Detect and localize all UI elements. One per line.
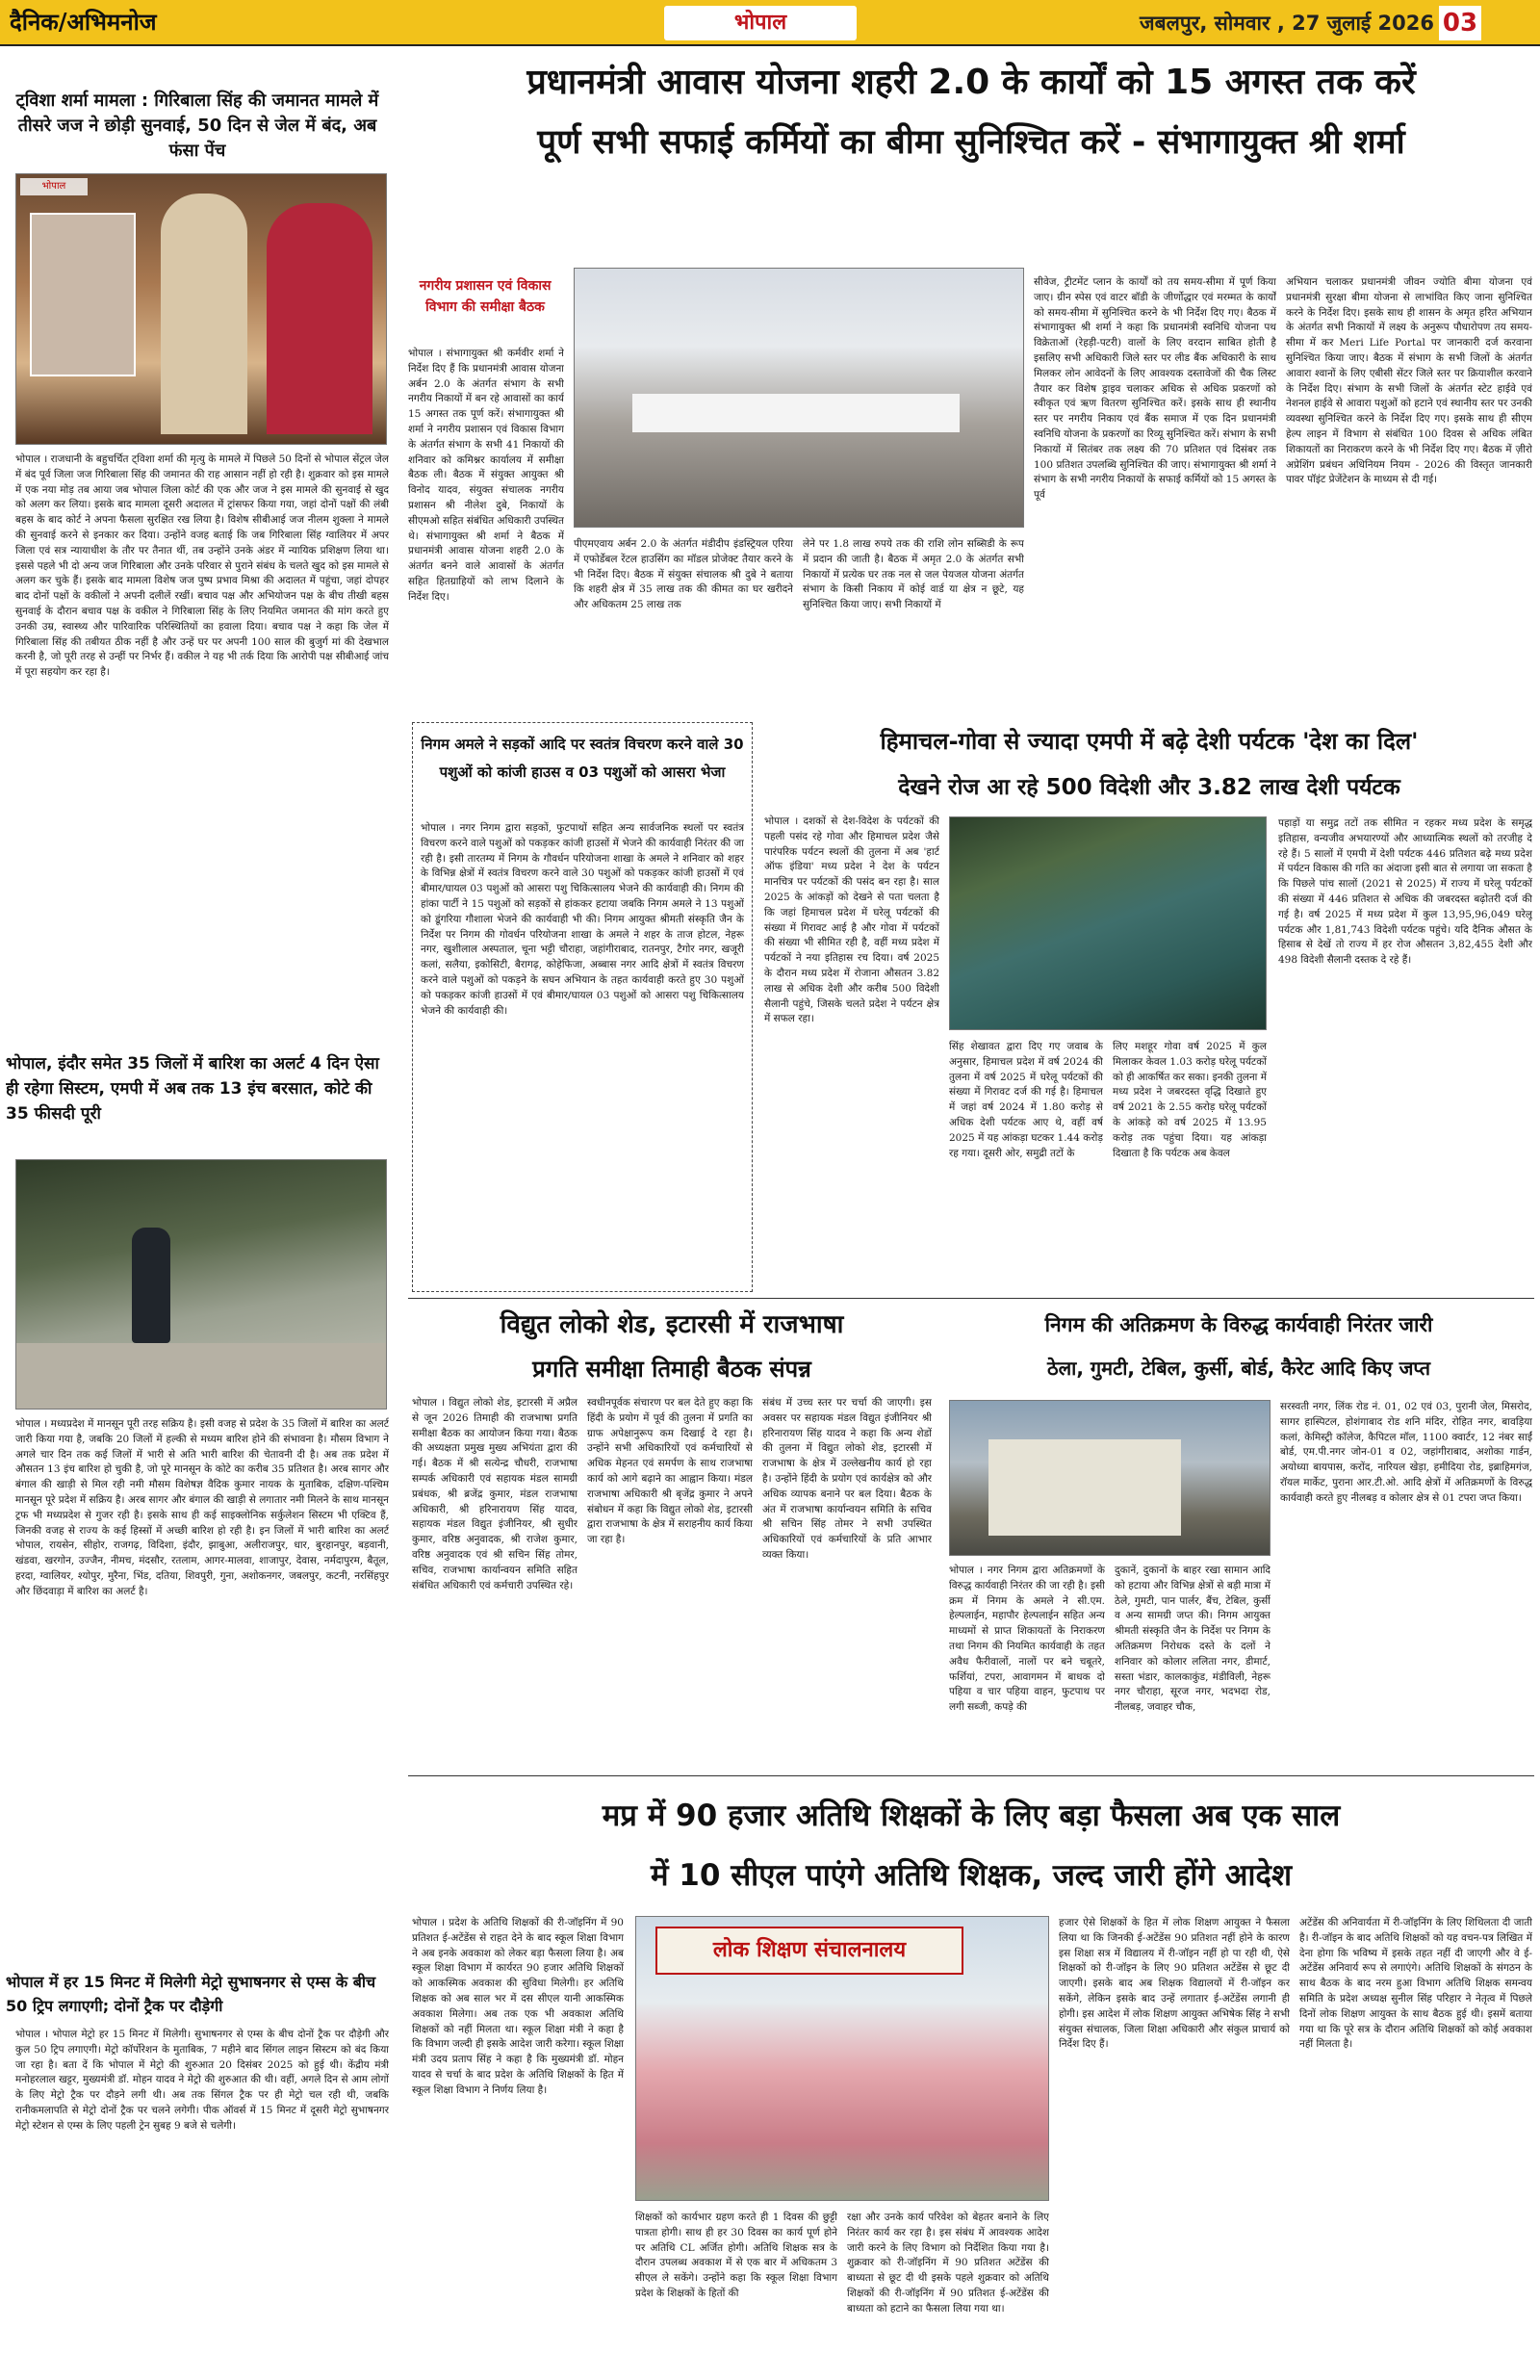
cattle-headline: निगम अमले ने सड़कों आदि पर स्वतंत्र विचरण करने वाले 30 पशुओं को कांजी हाउस व 03 पशुओं को आसरा भेजा — [421, 736, 744, 781]
lead-column-2: पीएमएवाय अर्बन 2.0 के अंतर्गत मंडीदीप इंडस्ट्रियल एरिया में एफोर्डेबल रेंटल हाउसिंग का मॉडल प्रोजेक्ट तैयार करने के भी निर्देश दिए। बैठक में संयुक्त संचालक श्री दुबे ने बताया कि शहरी क्षेत्र में 35 लाख तक की कीमत का घर खरीदने और अधिकतम 25 लाख तक — [574, 538, 793, 611]
left-column — [6, 50, 397, 2374]
loco-column-3: संबंध में उच्च स्तर पर चर्चा की जाएगी। इस अवसर पर सहायक मंडल विद्युत इंजीनियर श्री हरिनारायण सिंह यादव ने कहा कि अन्य शेडों की तुलना में विद्युत लोको शेड, इटारसी में राजभाषा के क्षेत्र में उल्लेखनीय कार्य हो रहा है। उन्होंने हिंदी के प्रयोग एवं कार्यक्षेत्र को और अधिक व्यापक बनाने पर बल दिया। बैठक के अंत में राजभाषा कार्यान्वयन समिति के सचिव श्री सचिन सिंह तोमर ने सभी उपस्थित अधिकारियों एवं कर्मचारियों के प्रति आभार व्यक्त किया। — [762, 1397, 932, 1561]
teachers-column-1: भोपाल । प्रदेश के अतिथि शिक्षकों की री-जॉइनिंग में 90 प्रतिशत ई-अटेंडेंस से राहत देने के बाद स्कूल शिक्षा विभाग ने अब इनके अवकाश को लेकर बड़ा फैसला लिया है। अब स्कूल शिक्षा विभाग में कार्यरत 90 हजार अतिथि शिक्षकों को आकस्मिक अवकाश की सुविधा मिलेगी। हर अतिथि शिक्षक को अब साल भर में दस सीएल यानी आकस्मिक अवकाश मिलेगा। अब तक एक भी अवकाश अतिथि शिक्षकों को नहीं मिलता था। स्कूल शिक्षा मंत्री ने कहा है कि विभाग जल्दी ही इसके आदेश जारी करेगा। स्कूल शिक्षा मंत्री उदय प्रताप सिंह ने कहा है कि मुख्यमंत्री डॉ. मोहन यादव से चर्चा के बाद प्रदेश के अतिथि शिक्षकों के हित में स्कूल शिक्षा विभाग ने निर्णय लिया है। — [412, 1917, 624, 2096]
loco-column-2: स्वधीनपूर्वक संचारण पर बल देते हुए कहा कि हिंदी के प्रयोग में पूर्व की तुलना में प्रगति का ग्राफ अपेक्षानुरूप कम दिखाई दे रहा है। उन्होंने सभी अधिकारियों एवं कर्मचारियों से अधिक मेहनत एवं समर्पण के साथ राजभाषा कार्य को आगे बढ़ाने का आह्वान किया। मंडल राजभाषा अधिकारी श्री बृजेंद्र कुमार ने अपने संबोधन में कहा कि विद्युत लोको शेड, इटारसी द्वारा राजभाषा के क्षेत्र में सराहनीय कार्य किया जा रहा है। — [587, 1397, 753, 1546]
loco-headline-1: विद्युत लोको शेड, इटारसी में राजभाषा — [500, 1310, 844, 1339]
lead-column-4: सीवेज, ट्रीटमेंट प्लान के कार्यों को तय समय-सीमा में पूर्ण किया जाए। ग्रीन स्पेस एवं वाटर बॉडी के जीर्णोद्धार एवं मरम्मत के कार्यों को समय-सीमा में सुनिश्चित करने के भी निर्देश दिए गए। बैठक में संभागायुक्त श्री शर्मा ने कहा कि प्रधानमंत्री स्वनिधि योजना पथ विक्रेताओं (रेहड़ी-पटरी) वालों के लिए वरदान साबित होती है इसलिए सभी अधिकारी जिले स्तर पर लीड बैंक अधिकारी के साथ मिलकर लोन आवेदनों के लिए आवश्यक दस्तावेजों की चैक लिस्ट तैयार कर विशेष ड्राइव चलाकर अधिक से अधिक प्रकरणों को स्वीकृत एवं ऋण वितरण सुनिश्चित करें। इसके साथ ही स्थानीय स्तर पर नगरीय निकाय एवं बैंक समाज में एक दिन प्रधानमंत्री स्वनिधि योजना के प्रकरणों का रिव्यू सुनिश्चित करें। संभाग के सभी निकायों में सितंबर तक लक्ष्य की 70 प्रतिशत एवं दिसंबर तक 100 प्रतिशत उपलब्धि सुनिश्चित की जाए। संभागायुक्त श्री शर्मा ने संभाग के सभी नगरीय निकायों के सफाई कर्मियों को 15 अगस्त के पूर्व — [1034, 276, 1276, 502]
lead-column-5: अभियान चलाकर प्रधानमंत्री जीवन ज्योति बीमा योजना एवं प्रधानमंत्री सुरक्षा बीमा योजना से लाभांवित किए जाना सुनिश्चित करने के निर्देश दिए। इसके साथ ही शासन के अमृत हरित अभियान के अंतर्गत सभी निकायों में लक्ष्य के अनुरूप पौधारोपण तय समय-सीमा में कर Meri Life Portal पर जानकारी दर्ज करवाना सुनिश्चित किया जाए। बैठक में संभाग के सभी जिलों के अंतर्गत आवारा श्वानों के लिए एबीसी सेंटर जिले स्तर पर क्रियाशील करवाने के निर्देश दिए। संभाग के सभी जिलों के अंतर्गत स्टेट हाईवे एवं नेशनल हाईवे से आवारा पशुओं को हटाने एवं स्थानीय स्तर पर उनकी व्यवस्था सुनिश्चित करने के निर्देश दिए गए। इसके साथ ही सीएम हेल्प लाइन में विभाग से संबंधित 100 दिवस से अधिक लंबित शिकायतों का निराकरण करने के भी निर्देश दिए गए। बैठक में ज़ीरो अप्रेशिंग प्रबंधन अधिनियम नियम - 2026 की विस्तृत जानकारी पावर पॉइंट प्रेजेंटेशन के माध्यम से दी गई। — [1286, 276, 1532, 486]
cattle-body: भोपाल । नगर निगम द्वारा सड़कों, फुटपाथों सहित अन्य सार्वजनिक स्थलों पर स्वतंत्र विचरण करने वाले पशुओं को पकड़कर कांजी हाउसों में भेजने की कार्यवाही निरंतर की जा रही है। इसी तारतम्य में निगम के गौवर्धन परियोजना शाखा के अमले ने शनिवार को शहर के विभिन्न क्षेत्रों में स्वतंत्र विचरण करने वाले 30 पशुओं को पकड़कर कांजी हाउसों में एवं बीमार/घायल 03 पशुओं को आसरा पशु चिकित्सालय भेजने की कार्यवाही की। निगम की हांका पार्टी ने 15 पशुओं को सड़कों से हांककर हटाया जबकि निगम अमले ने 13 पशुओं को डूंगरिया गौशाला भेजने की कार्यवाही भी की। निगम आयुक्त श्रीमती संस्कृति जैन के निर्देश पर निगम की गोवर्धन परियोजना शाखा के अमले ने शहर के ताज होटल, नेहरू नगर, खुशीलाल अस्पताल, चूना भट्टी चौराहा, जहांगीराबाद, रातनपुर, टैगोर नगर, खजूरी कलां, सलैया, इकोसिटी, बैरागढ़, कोहेफिजा, अब्बास नगर आदि क्षेत्रों में स्वतंत्र विचरण करने वाले पशुओं को पकड़ने के सघन अभियान के तहत कार्यवाही करते हुए 30 पशुओं को पकड़कर कांजी हाउसों में एवं बीमार/घायल 03 पशुओं को आसरा पशु चिकित्सालय भेजने की कार्यवाही की। — [421, 822, 744, 1017]
teachers-headline-1: मप्र में 90 हजार अतिथि शिक्षकों के लिए बड़ा फैसला अब एक साल — [602, 1798, 1341, 1833]
dateline: जबलपुर, सोमवार , 27 जुलाई 2026 — [1140, 12, 1434, 35]
rain-body: भोपाल । मध्यप्रदेश में मानसून पूरी तरह सक्रिय है। इसी वजह से प्रदेश के 35 जिलों में बारिश का अलर्ट जारी किया गया है, जबकि 20 जिलों में हल्की से मध्यम बारिश होने की संभावना है। मौसम विभाग ने अगले चार दिन तक कई जिलों में भारी से अति भारी बारिश की चेतावनी दी है। अब तक प्रदेश में औसतन 13 इंच बारिश हो चुकी है, जो पूरे मानसून के कोटे का करीब 35 प्रतिशत है। अरब सागर और बंगाल की खाड़ी से मिल रही नमी मौसम विशेषज्ञ वैदिक कुमार नायक के मुताबिक, दक्षिण-पश्चिम मानसून पूरे प्रदेश में सक्रिय है। अरब सागर और बंगाल की खाड़ी से लगातार नमी मिलने के साथ मानसून ट्रफ भी मध्यप्रदेश से गुजर रही है। इसके साथ ही कई साइक्लोनिक सर्कुलेशन सिस्टम भी एक्टिव हैं, जिनकी वजह से राज्य के कई हिस्सों में अच्छी बारिश हो रही है। इन जिलों में भारी बारिश का अलर्ट भोपाल, रायसेन, सीहोर, राजगढ़, विदिशा, इंदौर, झाबुआ, अलीराजपुर, धार, बुरहानपुर, बड़वानी, खंडवा, खरगोन, उज्जैन, नीमच, मंदसौर, रतलाम, आगर-मालवा, शाजापुर, देवास, नर्मदापुरम, बैतूल, हरदा, ग्वालियर, श्योपुर, मुरैना, भिंड, दतिया, शिवपुरी, गुना, अशोकनगर, जबलपुर, कटनी, नरसिंहपुर और छिंदवाड़ा में बारिश का अलर्ट है। — [15, 1418, 389, 1597]
building-sign: लोक शिक्षण संचालनालय — [655, 1927, 963, 1975]
lead-column-1: भोपाल । संभागायुक्त श्री कर्मवीर शर्मा ने निर्देश दिए हैं कि प्रधानमंत्री आवास योजना अर्बन 2.0 के अंतर्गत संभाग के सभी नगरीय निकायों में बन रहे आवासों का कार्य 15 अगस्त तक पूर्ण करें। संभागायुक्त श्री शर्मा ने नगरीय प्रशासन एवं विकास विभाग के अंतर्गत संभाग के सभी 41 निकायों की शनिवार को कमिश्नर कार्यालय में समीक्षा बैठक ली। बैठक में संयुक्त आयुक्त श्री विनोद यादव, संयुक्त संचालक नगरीय प्रशासन श्री नीलेश दुबे, निकायों के सीएमओ सहित संबंधित अधिकारी उपस्थित थे। संभागायुक्त श्री शर्मा ने बैठक में प्रधानमंत्री आवास योजना शहरी 2.0 के अंतर्गत बनने वाले आवासों के अंतर्गत सहित हितग्राहियों को लाभ दिलाने के निर्देश दिए। — [408, 348, 564, 603]
lead-headline-2: पूर्ण सभी सफाई कर्मियों का बीमा सुनिश्चित करें - संभागायुक्त श्री शर्मा — [537, 123, 1405, 162]
meeting-table — [632, 394, 960, 432]
tourism-column-2: सिंह शेखावत द्वारा दिए गए जवाब के अनुसार, हिमाचल प्रदेश में वर्ष 2024 की तुलना में वर्ष 2025 में घरेलू पर्यटकों की संख्या में गिरावट दर्ज की गई है। हिमाचल में जहां वर्ष 2024 में 1.80 करोड़ से अधिक देशी पर्यटक आए थे, वहीं वर्ष 2025 में यह आंकड़ा घटकर 1.44 करोड़ रह गया। दूसरी ओर, समुद्री तटों के — [949, 1041, 1103, 1159]
metro-body: भोपाल । भोपाल मेट्रो हर 15 मिनट में मिलेगी। सुभाषनगर से एम्स के बीच दोनों ट्रैक पर दौड़ेगी और कुल 50 ट्रिप लगाएगी। मेट्रो कॉर्पोरेशन के मुताबिक, 7 महीने बाद सिंगल लाइन सिस्टम को बंद किया जा रहा है। बता दें कि भोपाल में मेट्रो की शुरुआत 20 दिसंबर 2025 को हुई थी। केंद्रीय मंत्री मनोहरलाल खट्टर, मुख्यमंत्री डॉ. मोहन यादव ने मेट्रो की शुरुआत की थी। वहीं, अगले दिन से आम लोगों के लिए मेट्रो ट्रैक पर दौड़ने लगी थी। अब तक सिंगल ट्रैक पर ही मेट्रो चल रही थी, जबकि रानीकमलापति से मेट्रो दोनों ट्रैक पर चलने लगेगी। पीक ऑवर्स में 15 मिनट में दूसरी मेट्रो सुभाषनगर मेट्रो स्टेशन से एम्स के लिए पहली ट्रेन सुबह 9 बजे से चलेगी। — [15, 2029, 389, 2132]
truck-photo — [949, 1400, 1270, 1556]
tourism-column-1: भोपाल । दशकों से देश-विदेश के पर्यटकों की पहली पसंद रहे गोवा और हिमाचल प्रदेश जैसे पारंपरिक पर्यटन स्थलों की तुलना में अब 'हार्ट ऑफ इंडिया' मध्य प्रदेश ने देश के पर्यटन मानचित्र पर पर्यटकों की पसंद बन रहा है। साल 2025 के आंकड़ों को देखने से पता चलता है कि जहां हिमाचल प्रदेश में घरेलू पर्यटकों की संख्या में गिरावट आई है और गोवा में पर्यटकों की संख्या भी सीमित रही है, वहीं मध्य प्रदेश में पर्यटकों ने नया इतिहास रच दिया। वर्ष 2025 के दौरान मध्य प्रदेश में रोजाना औसतन 3.82 लाख से अधिक देशी और करीब 500 विदेशी सैलानी पहुंचे, जिसके चलते प्रदेश ने पर्यटन क्षेत्र में सफल रहा। — [764, 815, 939, 1025]
encroach-column-2: दुकानें, दुकानों के बाहर रखा सामान आदि को हटाया और विभिन्न क्षेत्रों से बड़ी मात्रा में ठेले, गुमटी, पान पार्लर, बैंच, टेबिल, कुर्सी व अन्य सामग्री जप्त की। निगम आयुक्त श्रीमती संस्कृति जैन के निर्देश पर निगम के अतिक्रमण निरोधक दस्ते के दलों ने शनिवार को कोलार ललिता नगर, डीमार्ट, सस्ता भंडार, कालकाकुंड, मंडीविली, नेहरू नगर चौराहा, सूरज नगर, भदभदा रोड, नीलबड़, जवाहर चौक, — [1115, 1565, 1270, 1714]
tourism-headline-1: हिमाचल-गोवा से ज्यादा एमपी में बढ़े देशी पर्यटक 'देश का दिल' — [880, 728, 1419, 755]
lead-headline-1: प्रधानमंत्री आवास योजना शहरी 2.0 के कार्यों को 15 अगस्त तक करें — [526, 63, 1416, 102]
flood-photo — [15, 1159, 387, 1410]
encroach-column-3: सरस्वती नगर, लिंक रोड नं. 01, 02 एवं 03, पुरानी जेल, मिसरोद, सागर हास्पिटल, होशंगाबाद रोड शनि मंदिर, रोहित नगर, बावड़िया कलां, केमिस्ट्री कॉलेज, कैपिटल मॉल, 1100 क्वार्टर, 12 नंबर साईं बोर्ड, एम.पी.नगर जोन-01 व 02, जहांगीराबाद, अशोका गार्डन, अयोध्या बायपास, करोंद, नारियल खेड़ा, हमीदिया रोड, इब्राहिमगंज, रॉयल मार्केट, पुराना आर.टी.ओ. आदि क्षेत्रों में अतिक्रमणों के विरुद्ध कार्यवाही करते हुए नीलबड़ व कोलार क्षेत्र से 01 टपरा जप्त किया। — [1280, 1401, 1532, 1504]
metro-headline: भोपाल में हर 15 मिनट में मिलेगी मेट्रो सुभाषनगर से एम्स के बीच 50 ट्रिप लगाएगी; दोनों ट्रैक पर दौड़ेगी — [6, 1973, 376, 2015]
newspaper-logo: दैनिक/अभिमनोज — [10, 8, 157, 36]
rain-headline: भोपाल, इंदौर समेत 35 जिलों में बारिश का अलर्ट 4 दिन ऐसा ही रहेगा सिस्टम, एमपी में अब तक 13 इंच बरसात, कोटे की 35 फीसदी पूरी — [6, 1054, 379, 1124]
meeting-photo — [574, 268, 1024, 528]
masthead — [0, 0, 1540, 46]
truck-body — [988, 1439, 1181, 1536]
person-figure — [132, 1228, 170, 1343]
waterfall-photo — [949, 816, 1267, 1030]
teachers-column-5: अटेंडेंस की अनिवार्यता में री-जॉइनिंग के लिए शिथिलता दी जाती है। री-जॉइन के बाद अतिथि शिक्षकों को यह वचन-पत्र लिखित में देना होगा कि भविष्य में इसके तहत नहीं दी जाएगी और वे ई-अटेंडेंस अनिवार्य रूप से लगाएंगे। अतिथि शिक्षकों के संगठन के साथ बैठक के बाद नरम हुआ विभाग अतिथि शिक्षक समन्वय समिति के प्रदेश अध्यक्ष सुनील सिंह परिहार ने नेतृत्व में पिछले दिनों लोक शिक्षण आयुक्त के साथ बैठक हुई थी। इसमें बताया गया था कि पूरे सत्र के दौरान अतिथि शिक्षकों को कोई अवकाश नहीं मिलता है। — [1299, 1917, 1532, 2051]
lead-kicker: नगरीय प्रशासन एवं विकास विभाग की समीक्षा बैठक — [419, 278, 552, 315]
wedding-photo — [15, 173, 387, 445]
encroach-headline-2: ठेला, गुमटी, टेबिल, कुर्सी, बोर्ड, कैरेट आदि किए जप्त — [1047, 1357, 1430, 1380]
tourism-headline-2: देखने रोज आ रहे 500 विदेशी और 3.82 लाख देशी पर्यटक — [898, 775, 1400, 800]
encroach-headline-1: निगम की अतिक्रमण के विरुद्ध कार्यवाही निरंतर जारी — [1044, 1313, 1433, 1336]
photo-location-tag: भोपाल — [20, 178, 88, 195]
lead-column-3: लेने पर 1.8 लाख रुपये तक की राशि लोन सब्सिडी के रूप में प्रदान की जाती है। बैठक में अमृत 2.0 के अंतर्गत सभी निकायों में प्रत्येक घर तक नल से जल पेयजल योजना अंतर्गत संभाग के किसी निकाय में कोई वार्ड या क्षेत्र न छूटे, यह सुनिश्चित किया जाए। सभी निकायों में — [803, 538, 1024, 611]
flood-water — [16, 1343, 387, 1410]
encroach-column-1: भोपाल । नगर निगम द्वारा अतिक्रमणों के विरुद्ध कार्यवाही निरंतर की जा रही है। इसी क्रम में निगम के अमले ने सी.एम. हेल्पलाईन, महापौर हेल्पलाईन सहित अन्य माध्यमों से प्राप्त शिकायतों के निराकरण तथा निगम की नियमित कार्यवाही के तहत अवैध फैरीवालों, नालों पर बने चबूतरे, फर्शियां, टपरा, आवागमन में बाधक दो पहिया व चार पहिया वाहन, फुटपाथ पर लगी सब्जी, कपड़े की — [949, 1565, 1105, 1714]
teachers-column-2: शिक्षकों को कार्यभार ग्रहण करते ही 1 दिवस की छुट्टी पात्रता होगी। साथ ही हर 30 दिवस का कार्य पूर्ण होने पर अतिथि CL अर्जित होगी। अतिथि शिक्षक सत्र के दौरान उपलब्ध अवकाश में से एक बार में अधिकतम 3 सीएल ले सकेंगे। उन्होंने कहा कि स्कूल शिक्षा विभाग प्रदेश के शिक्षकों के हितों की — [635, 2212, 837, 2299]
tourism-column-3: लिए मशहूर गोवा वर्ष 2025 में कुल मिलाकर केवल 1.03 करोड़ घरेलू पर्यटकों को ही आकर्षित कर सका। इनकी तुलना में मध्य प्रदेश ने जबरदस्त वृद्धि दिखाते हुए वर्ष 2021 के 2.55 करोड़ घरेलू पर्यटकों के आंकड़े को वर्ष 2025 में 13.95 करोड़ तक पहुंचा दिया। यह आंकड़ा दिखाता है कि पर्यटक अब केवल — [1113, 1041, 1267, 1159]
groom-figure — [161, 194, 247, 434]
cattle-box — [412, 722, 753, 1292]
divider — [408, 1775, 1534, 1776]
page-number: 03 — [1439, 6, 1481, 40]
inset-portrait — [30, 213, 136, 376]
tourism-column-4: पहाड़ों या समुद्र तटों तक सीमित न रहकर मध्य प्रदेश के समृद्ध इतिहास, वन्यजीव अभयारण्यों और आध्यात्मिक स्थलों को तरजीह दे रहे हैं। 5 सालों में एमपी में देशी पर्यटक 446 प्रतिशत बढ़े मध्य प्रदेश में पर्यटन विकास की गति का अंदाजा इसी बात से लगाया जा सकता है कि पिछले पांच सालों (2021 से 2025) में राज्य में घरेलू पर्यटकों की संख्या में 446 प्रतिशत से अधिक की जबरदस्त बढ़ोतरी दर्ज की गई है। वर्ष 2025 में मध्य प्रदेश में कुल 13,95,96,049 घरेलू पर्यटक और 1,81,743 विदेशी पर्यटक पहुंचे। यदि दैनिक औसत के हिसाब से देखें तो राज्य में हर रोज औसतन 3,82,455 देशी और 498 विदेशी सैलानी दस्तक दे रहे हैं। — [1278, 817, 1532, 967]
loco-column-1: भोपाल । विद्युत लोको शेड, इटारसी में अप्रैल से जून 2026 तिमाही की राजभाषा प्रगति समीक्षा बैठक का आयोजन किया गया। बैठक की अध्यक्षता प्रमुख मुख्य अभियंता द्वारा की गई। बैठक में श्री सत्येन्द्र चौधरी, राजभाषा सम्पर्क अधिकारी एवं सहायक मंडल सामग्री प्रबंधक, श्री ब्रजेंद्र कुमार, मंडल राजभाषा अधिकारी, श्री हरिनारायण सिंह यादव, सहायक मंडल विद्युत इंजीनियर, श्री सुधीर कुमार, वरिष्ठ अनुवादक, श्री राजेश कुमार, वरिष्ठ अनुवादक एवं श्री सचिन सिंह तोमर, सचिव, राजभाषा कार्यान्वयन समिति सहित संबंधित अधिकारी एवं कर्मचारी उपस्थित रहे। — [412, 1397, 578, 1591]
teachers-headline-2: में 10 सीएल पाएंगे अतिथि शिक्षक, जल्द जारी होंगे आदेश — [650, 1858, 1293, 1893]
section-label: भोपाल — [664, 6, 857, 40]
bride-figure — [267, 203, 372, 434]
directorate-building-photo — [635, 1916, 1049, 2201]
teachers-column-3: रक्षा और उनके कार्य परिवेश को बेहतर बनाने के लिए निरंतर कार्य कर रहा है। इस संबंध में आवश्यक आदेश जारी करने के लिए विभाग को निर्देशित किया गया है। शुक्रवार को री-जॉइनिंग में 90 प्रतिशत अटेंडेंस की बाध्यता से छूट दी थी इसके पहले शुक्रवार को अतिथि शिक्षकों की री-जॉइनिंग में 90 प्रतिशत ई-अटेंडेंस की बाध्यता को हटाने का फैसला लिया गया था। — [847, 2212, 1049, 2315]
loco-headline-2: प्रगति समीक्षा तिमाही बैठक संपन्न — [532, 1356, 811, 1383]
twisha-headline: ट्विशा शर्मा मामला : गिरिबाला सिंह की जमानत मामले में तीसरे जज ने छोड़ी सुनवाई, 50 दिन से जेल में बंद, अब फंसा पेंच — [15, 91, 379, 161]
divider — [408, 1298, 1534, 1299]
twisha-body: भोपाल । राजधानी के बहुचर्चित ट्विशा शर्मा की मृत्यु के मामले में पिछले 50 दिनों से भोपाल सेंट्रल जेल में बंद पूर्व जिला जज गिरिबाला सिंह की जमानत की राह आसान नहीं हो रही है। शुक्रवार को इस मामले में एक नया मोड़ तब आया जब भोपाल जिला कोर्ट की एक और जज ने इस मामले की सुनवाई से खुद को अलग कर लिया। इसके बाद मामला दूसरी अदालत में ट्रांसफर किया गया, जहां दोनों पक्षों की लंबी बहस के बाद कोर्ट ने अपना फैसला सुरक्षित रख लिया है। विशेष सीबीआई जज नीलम शुक्ला ने मामले की सुनवाई करने से इनकार कर दिया। उन्होंने वजह बताई कि जब गिरिबाला सिंह ग्वालियर में अपर जिला एवं सत्र न्यायाधीश के तौर पर तैनात थीं, तब उन्होंने उनके अंडर में न्यायिक प्रशिक्षण लिया था। इससे पहले भी दो अन्य जज गिरिबाला और उनके परिवार से पुराने संबंध के चलते खुद को इस मामले से अलग कर चुके हैं। इसके बाद मामला विशेष जज पुष्प प्रभाव मिश्रा की अदालत में पहुंचा, जहां दोपहर बाद दोनों पक्षों के वकीलों ने अपनी दलीलें रखीं। बचाव पक्ष और अभियोजन पक्ष के बीच तीखी बहस सुनवाई के दौरान बचाव पक्ष के वकील ने गिरिबाला सिंह के लिए नियमित जमानत की मांग करते हुए उनकी उम्र, स्वास्थ्य और पारिवारिक परिस्थितियों का हवाला दिया। बचाव पक्ष ने कहा कि जेल में गिरिबाला सिंह की तबीयत ठीक नहीं है और उन्हें घर पर अपनी 100 साल की बुजुर्ग मां की देखभाल करनी है, जो पूरी तरह से उन्हीं पर निर्भर हैं। वकील ने यह भी तर्क दिया कि आरोपी पक्ष सीबीआई जांच में पूरा सहयोग कर रहा है। — [15, 453, 389, 679]
teachers-column-4: हजार ऐसे शिक्षकों के हित में लोक शिक्षण आयुक्त ने फैसला लिया था कि जिनकी ई-अटेंडेंस 90 प्रतिशत नहीं होने के कारण इस शिक्षा सत्र में विद्यालय में री-जॉइन नहीं हो पा रही थी, ऐसे शिक्षकों को री-जॉइन के लिए 90 प्रतिशत अटेंडेंस से छूट दी जाएगी। इसके बाद अब शिक्षक विद्यालयों में री-जॉइन कर सकेंगे, लेकिन इसके बाद उन्हें लगातार ई-अटेंडेंस लगानी ही होगी। इस आदेश में लोक शिक्षण आयुक्त अभिषेक सिंह ने सभी संयुक्त संचालक, जिला शिक्षा अधिकारी और संकुल प्राचार्य को निर्देश दिए हैं। — [1059, 1917, 1290, 2051]
